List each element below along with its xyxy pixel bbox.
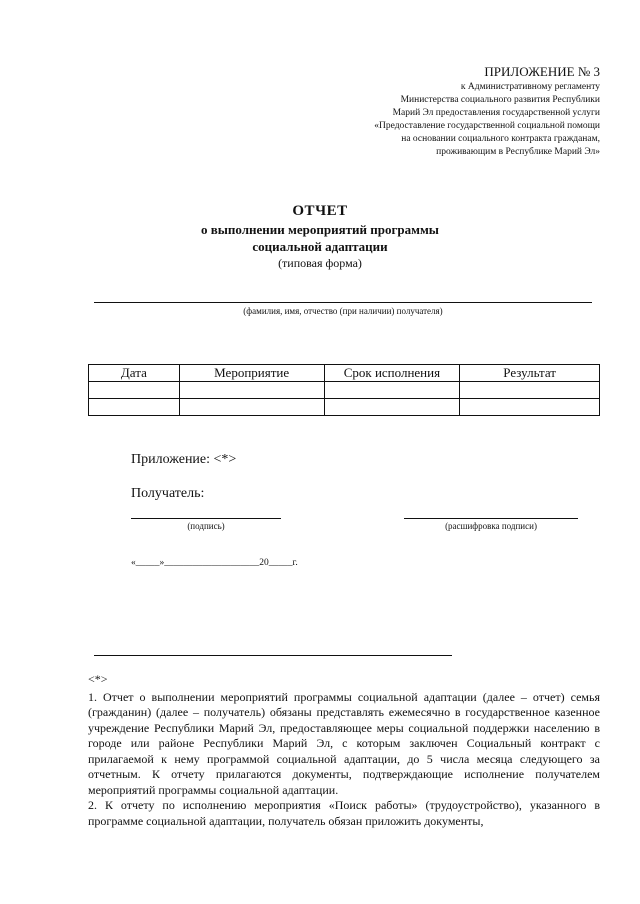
table-header-row bbox=[89, 365, 600, 382]
recipient-label: Получатель: bbox=[131, 486, 205, 501]
column-header-activity: Мероприятие bbox=[179, 365, 324, 382]
appendix-title: ПРИЛОЖЕНИЕ № 3 bbox=[484, 64, 600, 79]
date-line: «_____»____________________20_____г. bbox=[131, 558, 298, 568]
document-subtitle: о выполнении мероприятий программы bbox=[201, 222, 439, 237]
activities-table bbox=[88, 364, 600, 416]
table-cell bbox=[89, 382, 180, 399]
appendix-line: Министерства социального развития Республики bbox=[400, 95, 600, 105]
footnote-paragraph: 2. К отчету по исполнению мероприятия «Поиск работы» (трудоустройство), указанного в программе социальной адаптации, получатель обязан приложить документы, bbox=[88, 798, 600, 828]
form-type: (типовая форма) bbox=[278, 256, 362, 270]
decoding-caption: (расшифровка подписи) bbox=[445, 521, 537, 531]
signature-caption: (подпись) bbox=[187, 521, 225, 531]
decoding-line bbox=[404, 518, 578, 519]
appendix-line: «Предоставление государственной социальной помощи bbox=[374, 121, 600, 131]
appendix-block bbox=[300, 64, 600, 159]
column-header-deadline: Срок исполнения bbox=[324, 365, 460, 382]
column-header-result: Результат bbox=[460, 365, 600, 382]
document-heading bbox=[0, 202, 640, 271]
document-title: ОТЧЕТ bbox=[292, 203, 348, 219]
recipient-caption: (фамилия, имя, отчество (при наличии) получателя) bbox=[243, 306, 443, 316]
table-cell bbox=[179, 399, 324, 416]
table-cell bbox=[460, 399, 600, 416]
table-cell bbox=[179, 382, 324, 399]
footnote-paragraph: 1. Отчет о выполнении мероприятий программы социальной адаптации (далее – отчет) семья (гражданин) (далее – получатель) обязаны представлять ежемесячно в государственное казенное учреждение Республики Марий Эл, предоставляющее меры социальной поддержки населению в городе или районе Республики Марий Эл, с которым заключен Социальный контракт с прилагаемой к нему программой социальной адаптации, до 5 числа месяца следующего за отчетным. К отчету прилагаются документы, подтверждающие исполнение получателем мероприятий программы социальной адаптации. bbox=[88, 689, 600, 797]
appendix-line: на основании социального контракта гражданам, bbox=[401, 134, 600, 144]
column-header-date: Дата bbox=[89, 365, 180, 382]
footnote-marker: <*> bbox=[88, 672, 108, 686]
appendix-line: проживающим в Республике Марий Эл» bbox=[436, 147, 600, 157]
document-subtitle: социальной адаптации bbox=[252, 239, 388, 254]
table-cell bbox=[324, 382, 460, 399]
appendix-line: к Административному регламенту bbox=[460, 82, 600, 92]
recipient-name-line bbox=[94, 302, 592, 303]
table-row bbox=[89, 382, 600, 399]
table-cell bbox=[324, 399, 460, 416]
table-cell bbox=[460, 382, 600, 399]
table-cell bbox=[89, 399, 180, 416]
signature-line bbox=[131, 518, 281, 519]
table-row bbox=[89, 399, 600, 416]
footnote-separator bbox=[94, 655, 452, 656]
footnote bbox=[88, 672, 600, 829]
attachment-label: Приложение: <*> bbox=[131, 452, 237, 467]
appendix-line: Марий Эл предоставления государственной услуги bbox=[392, 108, 600, 118]
